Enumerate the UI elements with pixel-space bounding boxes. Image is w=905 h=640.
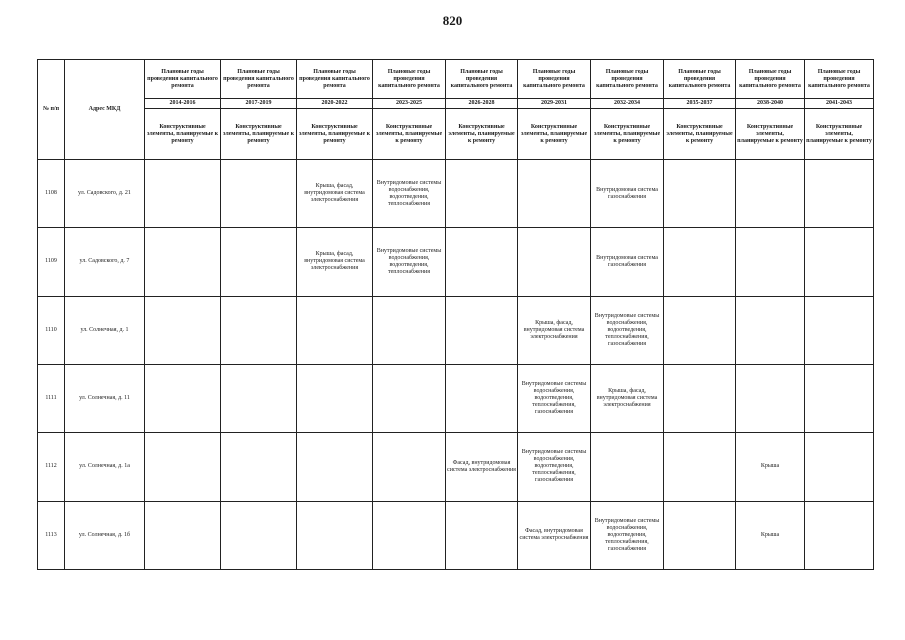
- repair-elements-cell: [736, 364, 805, 432]
- elements-header: Конструктивные элементы, планируемые к ремонту: [373, 109, 446, 160]
- row-number: 1112: [38, 433, 65, 501]
- number-column-header: № п/п: [38, 60, 65, 160]
- row-number: 1113: [38, 501, 65, 569]
- period-years-header: 2041-2043: [805, 99, 874, 109]
- repair-elements-cell: [664, 228, 736, 296]
- period-title-header: Плановые годы проведения капитального ремонта: [736, 60, 805, 99]
- row-number: 1111: [38, 364, 65, 432]
- row-address: ул. Солнечная, д. 1а: [65, 433, 145, 501]
- repair-elements-cell: [221, 433, 297, 501]
- repair-elements-cell: [664, 296, 736, 364]
- repair-elements-cell: [373, 296, 446, 364]
- repair-elements-cell: [805, 364, 874, 432]
- repair-elements-cell: Внутридомовые системы водоснабжения, водоотведения, теплоснабжения, газоснабжения: [591, 296, 664, 364]
- repair-elements-cell: Крыша, фасад, внутридомовая система электроснабжения: [591, 364, 664, 432]
- elements-header: Конструктивные элементы, планируемые к ремонту: [145, 109, 221, 160]
- repair-elements-cell: Внутридомовые системы водоснабжения, водоотведения, теплоснабжения, газоснабжения: [518, 364, 591, 432]
- capital-repair-table: [37, 59, 874, 570]
- period-title-header: Плановые годы проведения капитального ремонта: [373, 60, 446, 99]
- repair-elements-cell: Внутридомовые системы водоснабжения, водоотведения, теплоснабжения: [373, 160, 446, 228]
- period-years-header: 2026-2028: [446, 99, 518, 109]
- period-title-header: Плановые годы проведения капитального ремонта: [297, 60, 373, 99]
- repair-elements-cell: [805, 296, 874, 364]
- elements-header: Конструктивные элементы, планируемые к ремонту: [736, 109, 805, 160]
- repair-elements-cell: Фасад, внутридомовая система электроснабжения: [446, 433, 518, 501]
- repair-elements-cell: [736, 296, 805, 364]
- repair-elements-cell: [297, 296, 373, 364]
- repair-elements-cell: [446, 501, 518, 569]
- page-number: 820: [442, 13, 463, 28]
- repair-elements-cell: [145, 160, 221, 228]
- elements-header: Конструктивные элементы, планируемые к ремонту: [297, 109, 373, 160]
- repair-elements-cell: [664, 364, 736, 432]
- period-title-header: Плановые годы проведения капитального ремонта: [221, 60, 297, 99]
- repair-elements-cell: [736, 160, 805, 228]
- table-row: [38, 228, 874, 296]
- repair-elements-cell: [297, 433, 373, 501]
- period-title-header: Плановые годы проведения капитального ремонта: [446, 60, 518, 99]
- repair-elements-cell: [736, 228, 805, 296]
- period-title-header: Плановые годы проведения капитального ремонта: [591, 60, 664, 99]
- repair-elements-cell: [446, 228, 518, 296]
- period-title-header: Плановые годы проведения капитального ремонта: [805, 60, 874, 99]
- repair-elements-cell: [145, 364, 221, 432]
- period-years-header: 2020-2022: [297, 99, 373, 109]
- repair-elements-cell: [664, 160, 736, 228]
- repair-elements-cell: [145, 433, 221, 501]
- repair-elements-cell: Крыша: [736, 501, 805, 569]
- repair-elements-cell: [221, 296, 297, 364]
- repair-elements-cell: Крыша, фасад, внутридомовая система электроснабжения: [297, 160, 373, 228]
- repair-elements-cell: [373, 364, 446, 432]
- elements-header: Конструктивные элементы, планируемые к ремонту: [805, 109, 874, 160]
- repair-elements-cell: [221, 501, 297, 569]
- table-row: [38, 433, 874, 501]
- repair-elements-cell: [664, 433, 736, 501]
- header-period-row: [38, 60, 874, 99]
- row-address: ул. Садовского, д. 21: [65, 160, 145, 228]
- row-address: ул. Садовского, д. 7: [65, 228, 145, 296]
- table-row: [38, 501, 874, 569]
- repair-elements-cell: [373, 501, 446, 569]
- repair-elements-cell: [221, 228, 297, 296]
- period-title-header: Плановые годы проведения капитального ремонта: [145, 60, 221, 99]
- repair-elements-cell: Крыша, фасад, внутридомовая система электроснабжения: [518, 296, 591, 364]
- repair-elements-cell: [518, 160, 591, 228]
- elements-header: Конструктивные элементы, планируемые к ремонту: [446, 109, 518, 160]
- repair-elements-cell: [145, 296, 221, 364]
- period-title-header: Плановые годы проведения капитального ремонта: [664, 60, 736, 99]
- row-number: 1109: [38, 228, 65, 296]
- repair-elements-cell: [446, 160, 518, 228]
- table-body: [38, 160, 874, 570]
- repair-elements-cell: [591, 433, 664, 501]
- row-number: 1110: [38, 296, 65, 364]
- repair-elements-cell: [446, 364, 518, 432]
- elements-header: Конструктивные элементы, планируемые к ремонту: [221, 109, 297, 160]
- row-address: ул. Солнечная, д. 1: [65, 296, 145, 364]
- repair-elements-cell: Крыша: [736, 433, 805, 501]
- repair-elements-cell: [373, 433, 446, 501]
- repair-elements-cell: [805, 228, 874, 296]
- row-address: ул. Солнечная, д. 1б: [65, 501, 145, 569]
- period-years-header: 2029-2031: [518, 99, 591, 109]
- period-years-header: 2014-2016: [145, 99, 221, 109]
- repair-elements-cell: [297, 364, 373, 432]
- repair-elements-cell: [145, 501, 221, 569]
- address-column-header: Адрес МКД: [65, 60, 145, 160]
- elements-header: Конструктивные элементы, планируемые к ремонту: [518, 109, 591, 160]
- repair-elements-cell: Внутридомовая система газоснабжения: [591, 228, 664, 296]
- table-row: [38, 160, 874, 228]
- period-years-header: 2023-2025: [373, 99, 446, 109]
- repair-elements-cell: [221, 160, 297, 228]
- period-years-header: 2017-2019: [221, 99, 297, 109]
- period-years-header: 2032-2034: [591, 99, 664, 109]
- repair-elements-cell: [446, 296, 518, 364]
- header-years-row: [38, 99, 874, 109]
- repair-elements-cell: [297, 501, 373, 569]
- repair-elements-cell: Крыша, фасад, внутридомовая система электроснабжения: [297, 228, 373, 296]
- row-address: ул. Солнечная, д. 11: [65, 364, 145, 432]
- repair-elements-cell: Внутридомовые системы водоснабжения, водоотведения, теплоснабжения: [373, 228, 446, 296]
- table-row: [38, 364, 874, 432]
- period-years-header: 2035-2037: [664, 99, 736, 109]
- repair-elements-cell: Внутридомовые системы водоснабжения, водоотведения, теплоснабжения, газоснабжения: [518, 433, 591, 501]
- header-elements-row: [38, 109, 874, 160]
- elements-header: Конструктивные элементы, планируемые к ремонту: [664, 109, 736, 160]
- repair-elements-cell: [805, 160, 874, 228]
- period-years-header: 2038-2040: [736, 99, 805, 109]
- repair-elements-cell: [518, 228, 591, 296]
- row-number: 1108: [38, 160, 65, 228]
- repair-elements-cell: Внутридомовые системы водоснабжения, водоотведения, теплоснабжения, газоснабжения: [591, 501, 664, 569]
- repair-elements-cell: [664, 501, 736, 569]
- repair-elements-cell: [145, 228, 221, 296]
- repair-elements-cell: [805, 433, 874, 501]
- repair-elements-cell: Фасад, внутридомовая система электроснабжения: [518, 501, 591, 569]
- repair-elements-cell: Внутридомовая система газоснабжения: [591, 160, 664, 228]
- repair-elements-cell: [805, 501, 874, 569]
- repair-elements-cell: [221, 364, 297, 432]
- elements-header: Конструктивные элементы, планируемые к ремонту: [591, 109, 664, 160]
- table-row: [38, 296, 874, 364]
- period-title-header: Плановые годы проведения капитального ремонта: [518, 60, 591, 99]
